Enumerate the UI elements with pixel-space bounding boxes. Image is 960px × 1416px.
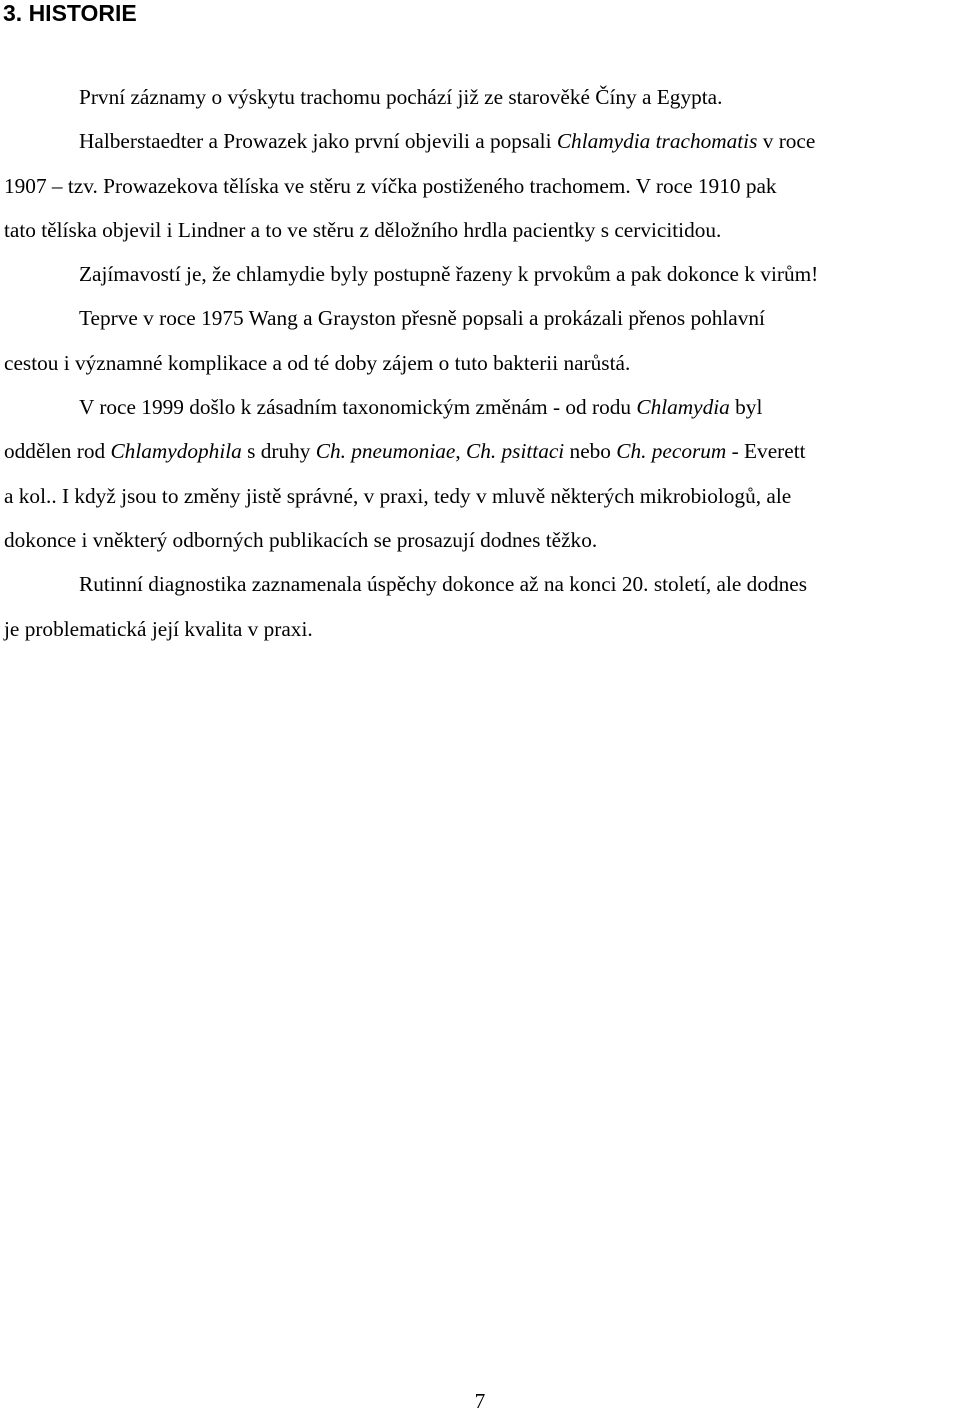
text-segment: Rutinní diagnostika zaznamenala úspěchy dokonce až na konci 20. století, ale dodnes xyxy=(79,572,808,597)
text-segment: První záznamy o výskytu trachomu pochází již ze starověké Číny a Egypta. xyxy=(79,85,723,109)
text-line xyxy=(4,429,960,473)
text-line xyxy=(4,119,960,163)
italic-term: Chlamydophila xyxy=(110,439,242,464)
text-segment: , xyxy=(455,439,467,464)
text-segment: Halberstaedter a Prowazek jako první objevili a popsali xyxy=(79,129,557,154)
text-line xyxy=(4,296,960,340)
text-segment: Teprve v roce 1975 Wang a Grayston přesně popsali a prokázali přenos pohlavní xyxy=(79,306,765,331)
text-segment: dokonce i vněkterý odborných publikacích se prosazují dodnes těžko. xyxy=(4,527,598,552)
text-line xyxy=(4,75,960,119)
italic-term: Chlamydia xyxy=(636,395,730,420)
text-segment: cestou i významné komplikace a od té doby zájem o tuto bakterii narůstá. xyxy=(4,350,631,375)
text-segment: je problematická její kvalita v praxi. xyxy=(4,616,313,641)
italic-term: Ch. psittaci xyxy=(466,439,565,464)
text-line xyxy=(4,518,960,562)
text-line xyxy=(4,341,960,385)
text-segment: tato tělíska objevil i Lindner a to ve stěru z děložního hrdla pacientky s cervicitidou. xyxy=(4,217,722,242)
text-segment: nebo xyxy=(564,439,617,464)
text-segment: s druhy xyxy=(241,439,316,464)
text-segment: 1907 – tzv. Prowazekova tělíska ve stěru z víčka postiženého trachomem. V roce 1910 pak xyxy=(4,173,777,198)
text-line xyxy=(4,252,960,296)
italic-term: Ch. pneumoniae xyxy=(315,439,456,464)
text-segment: byl xyxy=(729,395,763,420)
text-line xyxy=(4,164,960,208)
text-segment: v roce xyxy=(757,129,816,154)
text-line xyxy=(4,474,960,518)
text-segment: Zajímavostí je, že chlamydie byly postupně řazeny k prvokům a pak dokonce k virům! xyxy=(79,262,819,287)
text-line xyxy=(4,385,960,429)
text-segment: oddělen rod xyxy=(4,439,111,464)
italic-term: Chlamydia trachomatis xyxy=(556,129,758,154)
body-text xyxy=(4,75,960,651)
page-number: 7 xyxy=(474,1389,486,1413)
italic-term: Ch. pecorum xyxy=(616,439,727,464)
section-heading: 3. HISTORIE xyxy=(3,0,137,26)
text-line xyxy=(4,562,960,606)
text-segment: - Everett xyxy=(726,439,806,464)
text-line xyxy=(4,208,960,252)
text-segment: a kol.. I když jsou to změny jistě správné, v praxi, tedy v mluvě některých mikrobiologů, ale xyxy=(4,483,792,508)
text-segment: V roce 1999 došlo k zásadním taxonomickým změnám - od rodu xyxy=(79,395,637,420)
text-line xyxy=(4,607,960,651)
